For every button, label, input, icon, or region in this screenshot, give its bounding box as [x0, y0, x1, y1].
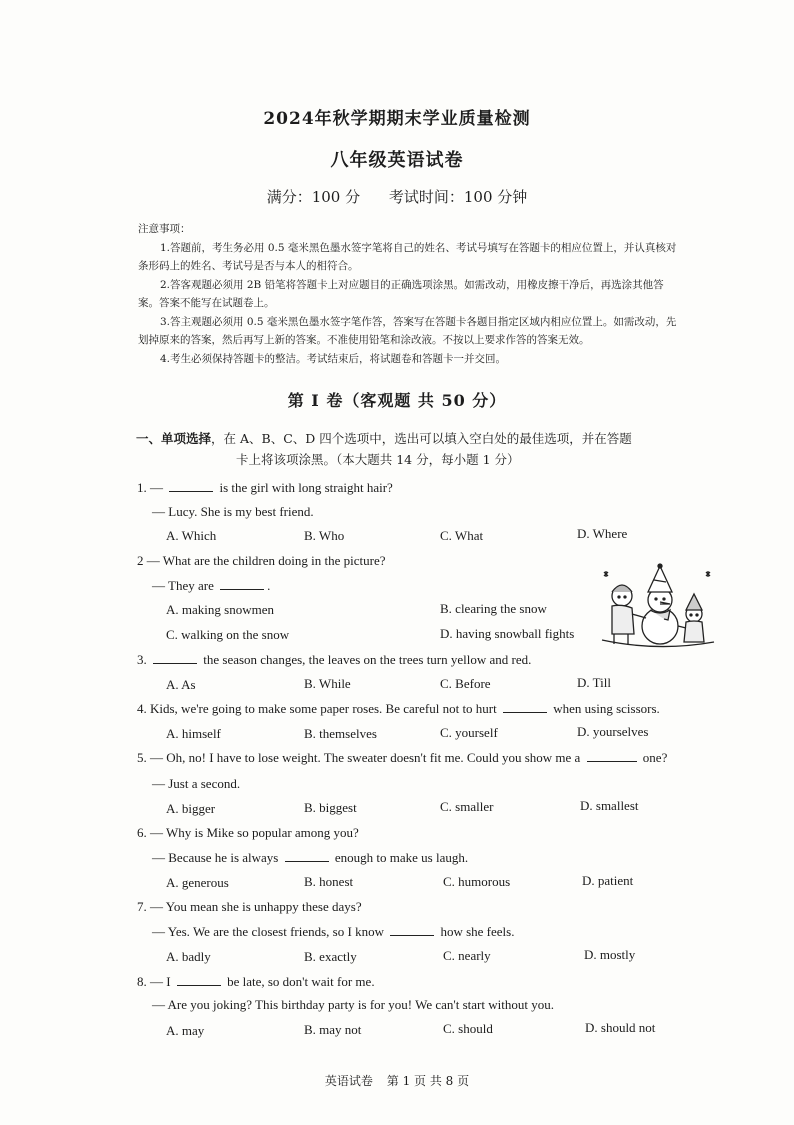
question-4 [137, 701, 660, 717]
question-text: 5. — Oh, no! I have to lose weight. The sweater doesn't fit me. Could you show me a [137, 750, 584, 765]
option-d[interactable]: D. yourselves [577, 724, 649, 739]
option-a[interactable]: A. himself [166, 726, 221, 741]
question-1-response: — Lucy. She is my best friend. [152, 504, 314, 519]
option-c[interactable]: C. Before [440, 676, 491, 691]
section-title: 第 I 卷（客观题 共 50 分） [287, 391, 507, 410]
question-1 [137, 480, 393, 496]
question-5-response: — Just a second. [152, 776, 241, 791]
answer-blank [285, 851, 329, 862]
exam-meta [0, 186, 794, 207]
question-text: 1. — [137, 480, 167, 495]
question-text: is the girl with long straight hair? [216, 480, 393, 495]
answer-blank [169, 481, 213, 492]
option-b[interactable]: B. biggest [304, 800, 357, 815]
exam-subtitle: 八年级英语试卷 [330, 150, 464, 171]
full-marks: 满分：100 分 [266, 188, 361, 206]
footer-subject: 英语试卷 [324, 1074, 373, 1088]
exam-time: 考试时间：100 分钟 [388, 188, 528, 206]
footer-page-number: 第 1 页 共 8 页 [386, 1074, 470, 1088]
option-b[interactable]: B. Who [304, 528, 345, 543]
option-d[interactable]: D. mostly [584, 947, 636, 962]
response-text: enough to make us laugh. [331, 850, 469, 865]
question-3 [137, 652, 531, 668]
option-d[interactable]: D. Till [577, 675, 611, 690]
question-5 [137, 750, 667, 766]
option-c[interactable]: C. What [440, 528, 484, 543]
option-a[interactable]: A. making snowmen [166, 602, 274, 617]
answer-blank [503, 702, 547, 713]
snowman-children-illustration [598, 562, 716, 650]
question-text: 8. — I [137, 974, 174, 989]
question-8 [137, 974, 375, 990]
question-2: 2 — What are the children doing in the picture? [137, 553, 386, 568]
option-b[interactable]: B. clearing the snow [440, 601, 547, 616]
option-b[interactable]: B. themselves [304, 726, 377, 741]
question-text: when using scissors. [550, 701, 660, 716]
option-a[interactable]: A. badly [166, 949, 211, 964]
answer-blank [220, 579, 264, 590]
question-7-response [152, 924, 514, 940]
question-6-response [152, 850, 468, 866]
option-c[interactable]: C. smaller [440, 799, 494, 814]
option-d[interactable]: D. having snowball fights [440, 626, 575, 641]
question-text: be late, so don't wait for me. [223, 974, 375, 989]
note-item: 2.答客观题必须用 2B 铅笔将答题卡上对应题目的正确选项涂黑。如需改动，用橡皮擦干净后，再选涂其他答案。答案不能写在试题卷上。 [138, 278, 664, 309]
response-text: — Because he is always [152, 850, 282, 865]
response-text: how she feels. [437, 924, 515, 939]
option-a[interactable]: A. generous [166, 875, 229, 890]
note-item: 1.答题前，考生务必用 0.5 毫米黑色墨水签字笔将自己的姓名、考试号填写在答题卡的相应位置上，并认真核对条形码上的姓名、考试号是否与本人的相符合。 [138, 241, 677, 272]
notes-block [138, 220, 678, 368]
response-text: . [267, 578, 271, 593]
option-c[interactable]: C. humorous [443, 874, 511, 889]
option-c[interactable]: C. nearly [443, 948, 491, 963]
question-8-response: — Are you joking? This birthday party is for you! We can't start without you. [152, 997, 554, 1012]
option-d[interactable]: D. patient [582, 873, 634, 888]
note-item: 4.考生必须保持答题卡的整洁。考试结束后，将试题卷和答题卡一并交回。 [160, 352, 507, 365]
option-a[interactable]: A. may [166, 1023, 205, 1038]
option-b[interactable]: B. honest [304, 874, 354, 889]
option-b[interactable]: B. may not [304, 1022, 362, 1037]
option-d[interactable]: D. Where [577, 526, 628, 541]
question-6: 6. — Why is Mike so popular among you? [137, 825, 359, 840]
note-item: 3.答主观题必须用 0.5 毫米黑色墨水签字笔作答，答案写在答题卡各题目指定区域内相应位置上。如需改动，先划掉原来的答案，然后再写上新的答案。不准使用铅笔和涂改液。不按以上要求作答的答案无效。 [138, 315, 677, 346]
question-2-response [152, 578, 270, 594]
exam-title: 2024年秋学期期末学业质量检测 [263, 109, 531, 129]
question-text: the season changes, the leaves on the trees turn yellow and red. [200, 652, 532, 667]
option-a[interactable]: A. bigger [166, 801, 216, 816]
answer-blank [587, 751, 637, 762]
answer-blank [153, 653, 197, 664]
answer-blank [390, 925, 434, 936]
notes-heading: 注意事项： [138, 223, 191, 235]
option-b[interactable]: B. While [304, 676, 351, 691]
part1-heading: 一、单项选择 [136, 431, 212, 446]
option-d[interactable]: D. smallest [580, 798, 639, 813]
option-c[interactable]: C. should [443, 1021, 493, 1036]
part1-instruction-line2: 卡上将该项涂黑。（本大题共 14 分，每小题 1 分） [236, 452, 520, 467]
page-footer [0, 1072, 794, 1089]
part1-instruction-line1: ，在 A、B、C、D 四个选项中，选出可以填入空白处的最佳选项，并在答题 [211, 431, 632, 446]
question-7: 7. — You mean she is unhappy these days? [137, 899, 362, 914]
answer-blank [177, 975, 221, 986]
option-a[interactable]: A. As [166, 677, 196, 692]
option-a[interactable]: A. Which [166, 528, 217, 543]
option-d[interactable]: D. should not [585, 1020, 656, 1035]
question-text: 4. Kids, we're going to make some paper roses. Be careful not to hurt [137, 701, 500, 716]
option-c[interactable]: C. walking on the snow [166, 627, 290, 642]
response-text: — They are [152, 578, 218, 593]
question-text: 3. [137, 652, 150, 667]
option-b[interactable]: B. exactly [304, 949, 357, 964]
option-c[interactable]: C. yourself [440, 725, 498, 740]
response-text: — Yes. We are the closest friends, so I know [152, 924, 388, 939]
question-text: one? [639, 750, 668, 765]
part1-instructions [136, 428, 686, 470]
